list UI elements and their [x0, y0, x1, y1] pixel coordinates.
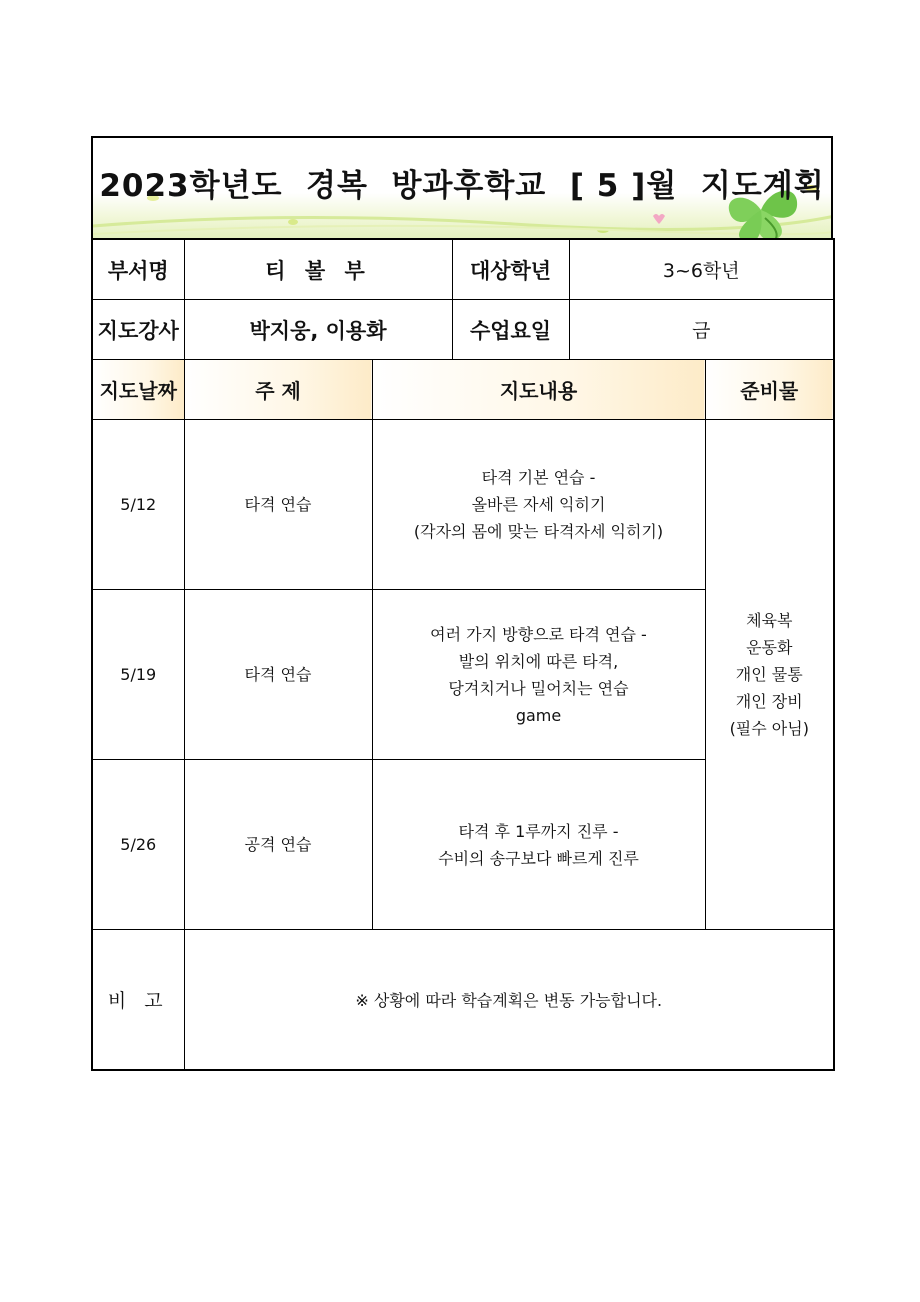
col-header-date: 지도날짜	[92, 360, 184, 420]
material-item: 운동화	[746, 638, 793, 657]
row-topic: 공격 연습	[184, 760, 372, 930]
teacher-label: 지도강사	[92, 300, 184, 360]
target-grade-label: 대상학년	[452, 239, 569, 300]
content-line: 여러 가지 방향으로 타격 연습 -	[430, 624, 647, 644]
content-line: 타격 후 1루까지 진루 -	[458, 821, 619, 841]
row-content	[372, 590, 705, 760]
note-row	[92, 930, 834, 1071]
class-day-value: 금	[569, 300, 834, 360]
target-grade-value: 3~6학년	[569, 239, 834, 300]
table-row	[92, 420, 834, 590]
materials-cell	[705, 420, 834, 930]
plan-document	[91, 136, 833, 1071]
title-banner	[91, 136, 833, 238]
note-label: 비 고	[92, 930, 184, 1071]
col-header-topic: 주 제	[184, 360, 372, 420]
content-line: 수비의 송구보다 빠르게 진루	[438, 848, 639, 868]
row-topic: 타격 연습	[184, 420, 372, 590]
row-date: 5/19	[92, 590, 184, 760]
material-item: (필수 아님)	[729, 719, 809, 738]
teacher-value: 박지웅, 이용화	[184, 300, 452, 360]
row-topic: 타격 연습	[184, 590, 372, 760]
col-header-materials: 준비물	[705, 360, 834, 420]
content-line: (각자의 몸에 맞는 타격자세 익히기)	[413, 522, 664, 541]
page-title: 2023학년도 경복 방과후학교 [ 5 ]월 지도계획	[99, 168, 825, 204]
row-date: 5/12	[92, 420, 184, 590]
material-item: 개인 물통	[735, 665, 803, 684]
col-header-content: 지도내용	[372, 360, 705, 420]
material-item: 개인 장비	[735, 692, 803, 711]
material-item: 체육복	[746, 611, 793, 630]
content-line: 타격 기본 연습 -	[481, 468, 596, 487]
row-date: 5/26	[92, 760, 184, 930]
class-day-label: 수업요일	[452, 300, 569, 360]
content-line: 당겨치거나 밀어치는 연습	[448, 678, 629, 698]
note-text: ※ 상황에 따라 학습계획은 변동 가능합니다.	[184, 930, 834, 1071]
row-content	[372, 760, 705, 930]
dept-value: 티 볼 부	[184, 239, 452, 300]
info-row-dept	[92, 239, 834, 300]
dept-label: 부서명	[92, 239, 184, 300]
content-line: 발의 위치에 따른 타격,	[458, 651, 619, 671]
content-line: 올바른 자세 익히기	[471, 495, 606, 514]
info-row-teacher	[92, 300, 834, 360]
content-line: game	[515, 705, 562, 725]
row-content	[372, 420, 705, 590]
table-header	[92, 360, 834, 420]
plan-table	[91, 238, 835, 1071]
